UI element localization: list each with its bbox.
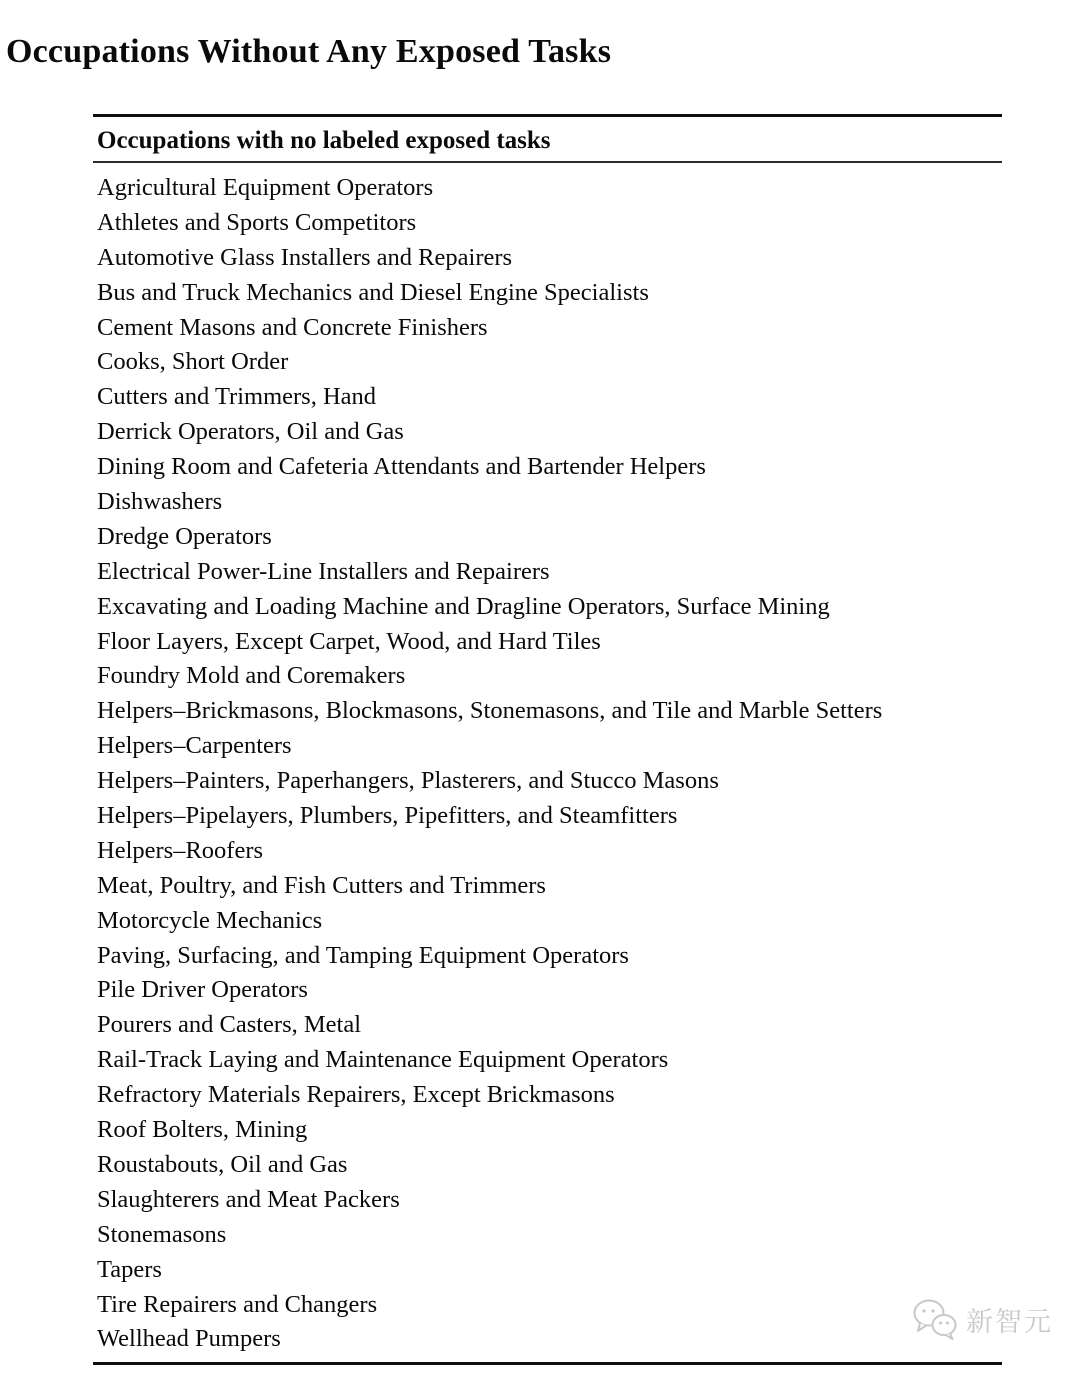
list-item: Excavating and Loading Machine and Dragline Operators, Surface Mining	[97, 592, 830, 620]
occupation-list	[93, 163, 1002, 1362]
list-item: Cutters and Trimmers, Hand	[97, 383, 377, 411]
list-item: Helpers–Painters, Paperhangers, Plasterers, and Stucco Masons	[97, 767, 719, 795]
list-item: Motorcycle Mechanics	[97, 906, 323, 934]
list-item: Athletes and Sports Competitors	[97, 208, 417, 236]
list-item: Wellhead Pumpers	[97, 1325, 281, 1353]
list-item: Helpers–Roofers	[97, 836, 264, 864]
table-header: Occupations with no labeled exposed tasks	[97, 127, 551, 154]
list-item: Rail-Track Laying and Maintenance Equipment Operators	[97, 1046, 669, 1074]
list-item: Pourers and Casters, Metal	[97, 1011, 361, 1039]
list-item: Automotive Glass Installers and Repairers	[97, 243, 513, 271]
list-item: Roustabouts, Oil and Gas	[97, 1150, 348, 1178]
page-title: Occupations Without Any Exposed Tasks	[6, 32, 612, 70]
wechat-logo-icon	[912, 1298, 958, 1340]
list-item: Dining Room and Cafeteria Attendants and Bartender Helpers	[97, 453, 706, 481]
list-item: Derrick Operators, Oil and Gas	[97, 418, 404, 446]
list-item: Meat, Poultry, and Fish Cutters and Trimmers	[97, 871, 546, 899]
list-item: Dishwashers	[97, 488, 223, 516]
list-item: Agricultural Equipment Operators	[97, 174, 434, 201]
list-item: Paving, Surfacing, and Tamping Equipment Operators	[97, 941, 629, 969]
list-item: Stonemasons	[97, 1220, 227, 1248]
table-bottom-rule	[93, 1362, 1002, 1365]
list-item: Helpers–Pipelayers, Plumbers, Pipefitters, and Steamfitters	[97, 802, 678, 830]
list-item: Cooks, Short Order	[97, 348, 289, 376]
list-item: Helpers–Carpenters	[97, 732, 292, 760]
list-item: Foundry Mold and Coremakers	[97, 662, 406, 690]
watermark	[912, 1298, 1053, 1340]
list-item: Floor Layers, Except Carpet, Wood, and Hard Tiles	[97, 627, 601, 655]
list-item: Tapers	[97, 1255, 162, 1283]
list-item: Electrical Power-Line Installers and Repairers	[97, 557, 550, 585]
occupation-table	[93, 114, 1002, 1365]
list-item: Roof Bolters, Mining	[97, 1116, 308, 1144]
list-item: Bus and Truck Mechanics and Diesel Engine Specialists	[97, 278, 649, 306]
list-item: Dredge Operators	[97, 522, 272, 550]
watermark-text: 新智元	[966, 1306, 1053, 1337]
list-item: Slaughterers and Meat Packers	[97, 1185, 400, 1213]
list-item: Helpers–Brickmasons, Blockmasons, Stonemasons, and Tile and Marble Setters	[97, 697, 883, 725]
list-item: Tire Repairers and Changers	[97, 1290, 378, 1318]
list-item: Pile Driver Operators	[97, 976, 308, 1004]
list-item: Refractory Materials Repairers, Except Brickmasons	[97, 1081, 615, 1109]
list-item: Cement Masons and Concrete Finishers	[97, 313, 488, 341]
